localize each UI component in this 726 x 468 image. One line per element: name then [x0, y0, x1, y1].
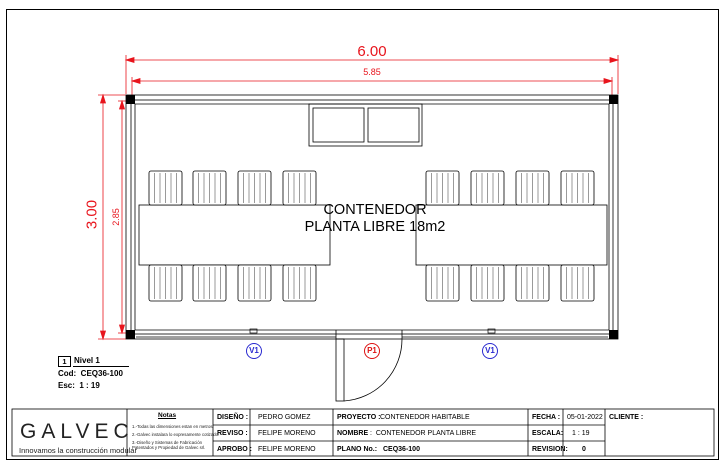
fecha-label: FECHA : [532, 414, 561, 421]
window-tag-right: V1 [482, 343, 498, 359]
cliente-label: CLIENTE : [609, 414, 644, 421]
diseno-value: PEDRO GOMEZ [258, 414, 311, 421]
plan-title-line1: CONTENEDOR [323, 202, 427, 218]
level-name: Nivel 1 [74, 356, 100, 365]
notes-title: Notas [158, 412, 177, 419]
aprobo-label: APROBO : [217, 446, 252, 453]
reviso-label: REVISO : [217, 430, 248, 437]
fecha-value: 05-01-2022 [567, 414, 603, 421]
dimension-inner-height: 2.85 [111, 208, 121, 226]
nombre-label: NOMBRE [337, 430, 369, 437]
reviso-value: FELIPE MORENO [258, 430, 316, 437]
nombre-value: : CONTENEDOR PLANTA LIBRE [370, 430, 477, 437]
revision-value: 0 [582, 446, 586, 453]
dimension-outer-width: 6.00 [357, 43, 387, 60]
note-item: 1.-Todas las dimensiones estan en metros. [132, 424, 214, 429]
company-logo: GALVEC [20, 420, 134, 443]
note-item: 2.-Galvec instalara lo expresamente cotizado. [132, 432, 220, 437]
diseno-label: DISEÑO : [217, 414, 249, 421]
escala-label: ESCALA: [532, 430, 564, 437]
proyecto-label: PROYECTO : [337, 414, 381, 421]
level-scale: Esc: 1 : 19 [58, 381, 100, 390]
escala-value: 1 : 19 [572, 430, 590, 437]
company-slogan: Innovamos la construcción modular [19, 446, 137, 455]
proyecto-value: CONTENEDOR HABITABLE [380, 414, 470, 421]
dimension-inner-width: 5.85 [363, 67, 381, 77]
dimension-outer-height: 3.00 [83, 199, 101, 230]
window-tag-left: V1 [246, 343, 262, 359]
note-item: 3.-Diseño y Sistemas de Fabricación [132, 440, 202, 445]
note-item: Patentados y Propiedad de Galvec srl. [132, 445, 206, 450]
level-number-box: 1 [58, 356, 71, 367]
plano-value: CEQ36-100 [383, 446, 420, 453]
revision-label: REVISION: [532, 446, 568, 453]
level-code: Cod: CEQ36-100 [58, 369, 123, 378]
plano-label: PLANO No.: [337, 446, 378, 453]
plan-title-line2: PLANTA LIBRE 18m2 [304, 219, 446, 235]
door-tag: P1 [364, 343, 380, 359]
aprobo-value: FELIPE MORENO [258, 446, 316, 453]
